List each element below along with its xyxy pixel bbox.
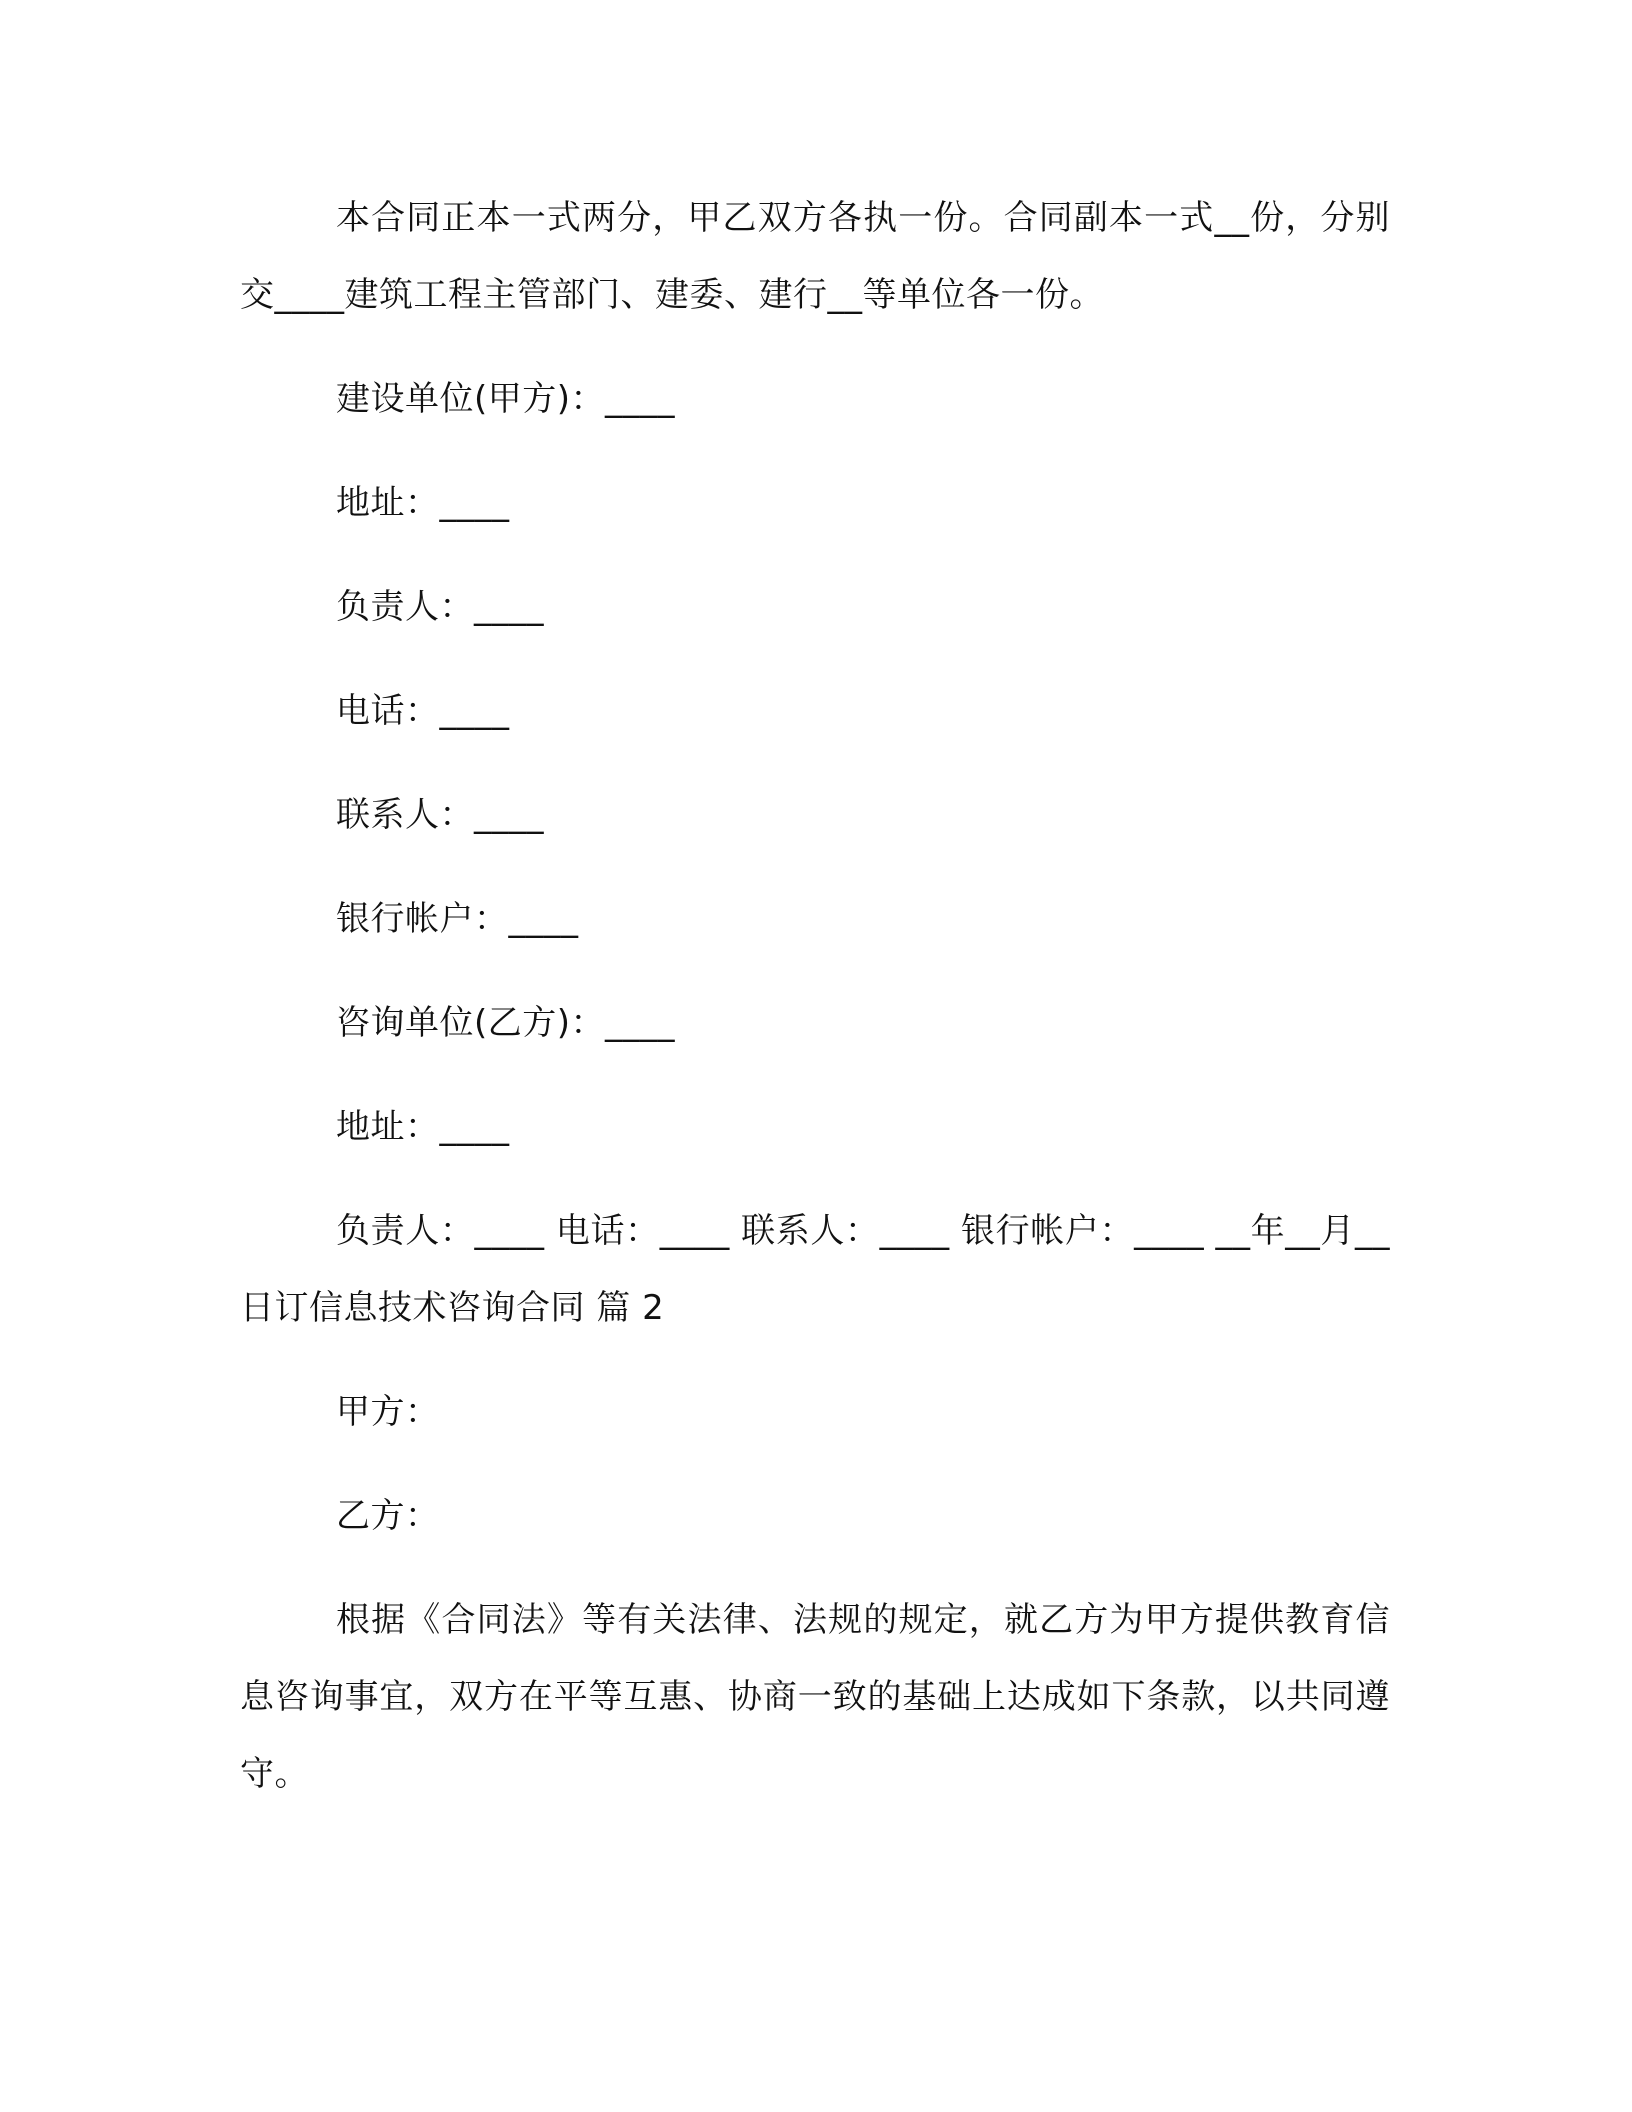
contract2-party-b: 乙方： [336,1496,440,1536]
contract2-party-a: 甲方： [336,1392,440,1432]
party-a-address: 地址：____ [336,483,510,523]
party-a-unit: 建设单位(甲方)：____ [336,379,676,419]
party-a-phone: 电话：____ [336,691,510,731]
party-b-unit: 咨询单位(乙方)：____ [336,1003,676,1043]
party-b-address: 地址：____ [336,1107,510,1147]
party-a-contact: 联系人：____ [336,795,544,835]
signature-line-paragraph: 负责人：____ 电话：____ 联系人：____ 银行帐户：____ __年__月__日订信息技术咨询合同 篇 2 [240,1211,1390,1328]
document-page [240,180,1390,1840]
party-a-bank-account: 银行帐户：____ [336,899,579,939]
party-a-person-in-charge: 负责人：____ [336,587,544,627]
copies-paragraph: 本合同正本一式两分，甲乙双方各执一份。合同副本一式__份，分别交____建筑工程主管部门、建委、建行__等单位各一份。 [240,198,1390,315]
contract2-preamble: 根据《合同法》等有关法律、法规的规定，就乙方为甲方提供教育信息咨询事宜，双方在平等互惠、协商一致的基础上达成如下条款，以共同遵守。 [240,1600,1390,1794]
